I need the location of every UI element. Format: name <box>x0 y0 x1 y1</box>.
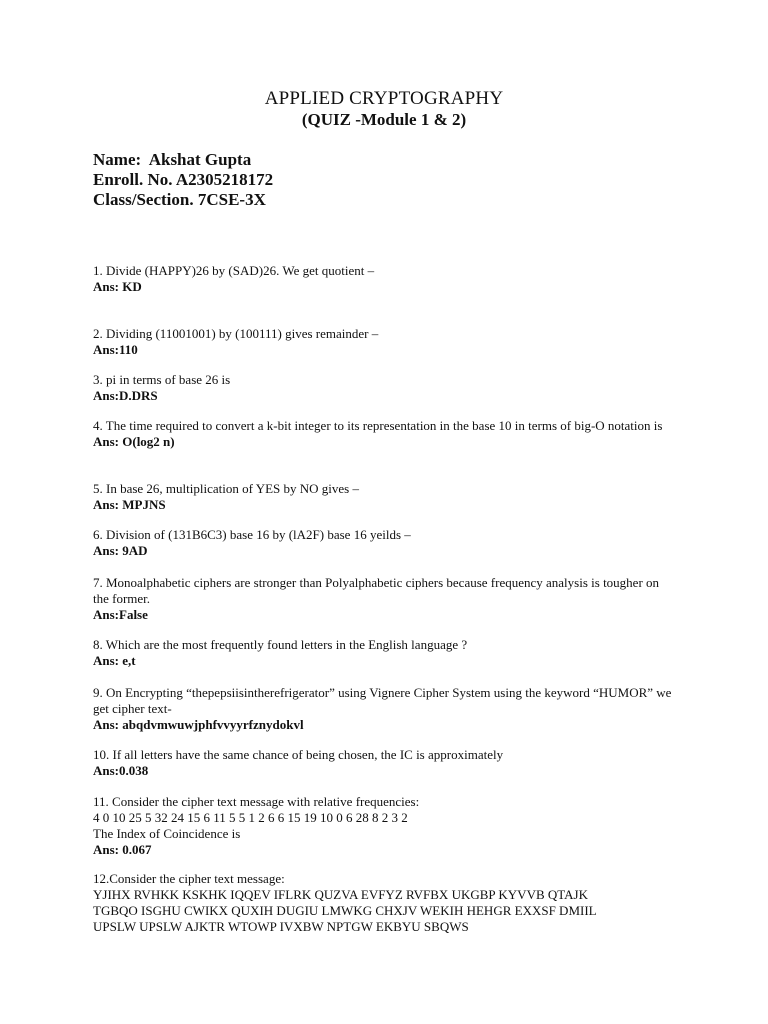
answer-text: Ans:0.038 <box>93 763 149 778</box>
answer-text: Ans:110 <box>93 342 138 357</box>
student-name: Name: Akshat Gupta <box>93 150 252 169</box>
document-subtitle: (QUIZ -Module 1 & 2) <box>301 110 467 129</box>
question-text: 8. Which are the most frequently found letters in the English language ? <box>93 637 468 652</box>
question-text: 7. Monoalphabetic ciphers are stronger than Polyalphabetic ciphers because frequency analysis is tougher on the former. <box>93 575 660 606</box>
answer-text: Ans:False <box>93 607 148 622</box>
class-section: Class/Section. 7CSE-3X <box>93 190 266 209</box>
question-text: 11. Consider the cipher text message with relative frequencies: <box>93 794 420 809</box>
question-5 <box>93 481 673 513</box>
frequency-values: 4 0 10 25 5 32 24 15 6 11 5 5 1 2 6 6 15 19 10 0 6 28 8 2 3 2 <box>93 810 408 825</box>
question-3 <box>93 372 673 404</box>
question-text: 4. The time required to convert a k-bit integer to its representation in the base 10 in terms of big-O notation is <box>93 418 663 433</box>
cipher-text-line: TGBQO ISGHU CWIKX QUXIH DUGIU LMWKG CHXJV WEKIH HEHGR EXXSF DMIIL <box>93 903 597 918</box>
question-text: 5. In base 26, multiplication of YES by NO gives – <box>93 481 359 496</box>
question-text: 10. If all letters have the same chance of being chosen, the IC is approximately <box>93 747 504 762</box>
question-text: 9. On Encrypting “thepepsiisintherefrigerator” using Vignere Cipher System using the keyword “HUMOR” we get cipher text- <box>93 685 672 716</box>
question-8 <box>93 637 673 669</box>
question-11 <box>93 794 673 858</box>
answer-text: Ans: abqdvmwuwjphfvvyyrfznydokvl <box>93 717 304 732</box>
question-4 <box>93 418 673 450</box>
cipher-text-line: UPSLW UPSLW AJKTR WTOWP IVXBW NPTGW EKBYU SBQWS <box>93 919 469 934</box>
answer-text: Ans: 0.067 <box>93 842 152 857</box>
question-10 <box>93 747 673 779</box>
question-1 <box>93 263 673 295</box>
question-9 <box>93 685 673 733</box>
answer-text: Ans: O(log2 n) <box>93 434 175 449</box>
enrollment-number: Enroll. No. A2305218172 <box>93 170 274 189</box>
answer-text: Ans: e,t <box>93 653 136 668</box>
question-text: 6. Division of (131B6C3) base 16 by (lA2F) base 16 yeilds – <box>93 527 411 542</box>
question-text-continued: The Index of Coincidence is <box>93 826 241 841</box>
cipher-text-line: YJIHX RVHKK KSKHK IQQEV IFLRK QUZVA EVFYZ RVFBX UKGBP KYVVB QTAJK <box>93 887 589 902</box>
question-text: 2. Dividing (11001001) by (100111) gives remainder – <box>93 326 379 341</box>
question-text: 1. Divide (HAPPY)26 by (SAD)26. We get quotient – <box>93 263 375 278</box>
question-text: 3. pi in terms of base 26 is <box>93 372 231 387</box>
answer-text: Ans: MPJNS <box>93 497 166 512</box>
question-2 <box>93 326 673 358</box>
answer-text: Ans: KD <box>93 279 142 294</box>
question-text: 12.Consider the cipher text message: <box>93 871 285 886</box>
question-7 <box>93 575 673 623</box>
document-title: APPLIED CRYPTOGRAPHY <box>264 88 504 109</box>
question-12 <box>93 871 693 935</box>
answer-text: Ans: 9AD <box>93 543 148 558</box>
answer-text: Ans:D.DRS <box>93 388 158 403</box>
question-6 <box>93 527 673 559</box>
